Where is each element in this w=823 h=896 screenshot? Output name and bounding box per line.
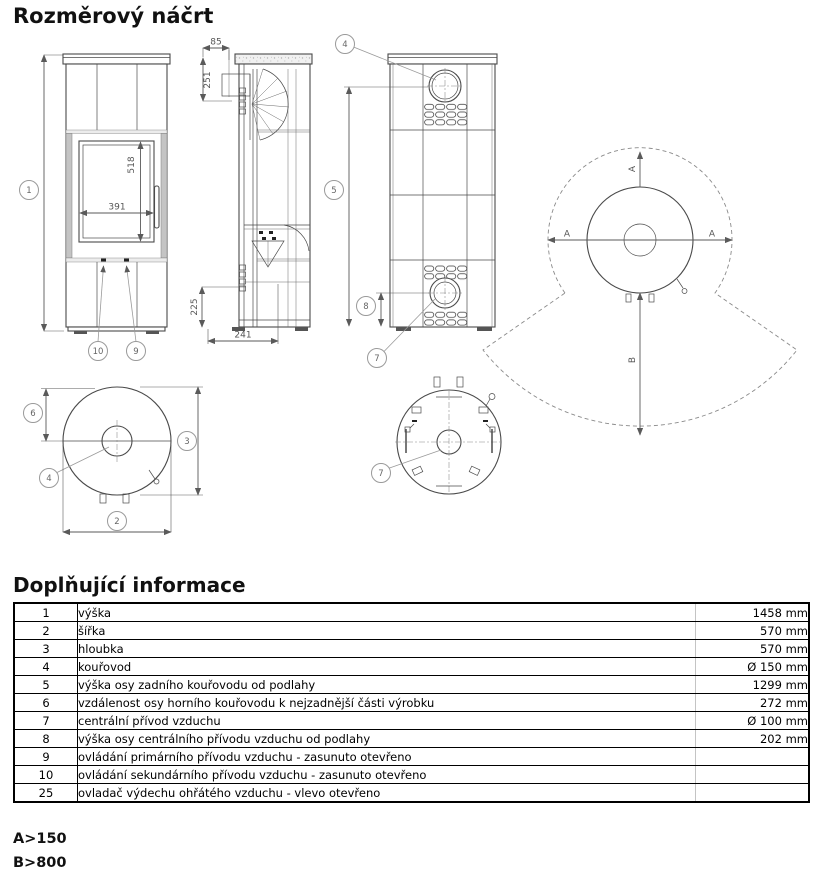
callout-2: [108, 512, 127, 531]
svg-text:4: 4: [342, 40, 348, 50]
row-number: 6: [14, 694, 78, 712]
callout-10: [89, 342, 108, 361]
info-title: Doplňující informace: [13, 573, 246, 597]
info-table: [13, 602, 810, 803]
row-number: 5: [14, 676, 78, 694]
side-section-view: [190, 38, 312, 345]
table-row: [14, 676, 809, 694]
svg-text:9: 9: [133, 347, 139, 357]
row-value: 1299 mm: [696, 676, 810, 694]
svg-text:4: 4: [46, 474, 52, 484]
callout-5: [325, 181, 344, 200]
clearance-a-right: A: [708, 229, 716, 240]
callout-4: [336, 35, 355, 54]
row-value: Ø 100 mm: [696, 712, 810, 730]
front-view: [20, 54, 171, 361]
callout-6: [24, 404, 43, 423]
dim-518: 518: [127, 156, 137, 174]
row-value: 570 mm: [696, 640, 810, 658]
row-number: 1: [14, 603, 78, 622]
callout-9: [127, 342, 146, 361]
row-number: 10: [14, 766, 78, 784]
svg-text:7: 7: [378, 469, 384, 479]
dim-251: 251: [203, 71, 213, 89]
clearance-a-left: A: [563, 229, 571, 240]
table-row: [14, 603, 809, 622]
row-description: ovladač výdechu ohřátého vzduchu - vlevo otevřeno: [78, 784, 696, 803]
row-value: [696, 784, 810, 803]
row-description: centrální přívod vzduchu: [78, 712, 696, 730]
svg-text:7: 7: [374, 354, 380, 364]
table-row: [14, 694, 809, 712]
row-description: výška osy zadního kouřovodu od podlahy: [78, 676, 696, 694]
clearance-a-top: A: [628, 165, 638, 173]
vent-grille-bottom: [424, 311, 468, 326]
row-value: 570 mm: [696, 622, 810, 640]
callout-7-bottom: [372, 464, 391, 483]
row-description: šířka: [78, 622, 696, 640]
table-row: [14, 730, 809, 748]
row-number: 9: [14, 748, 78, 766]
clearance-b: B: [628, 356, 638, 364]
back-view: [325, 35, 498, 368]
note-clearance-a: A>150: [13, 831, 67, 847]
row-description: výška: [78, 603, 696, 622]
top-view: [24, 387, 204, 532]
dim-391: 391: [108, 202, 126, 213]
note-clearance-b: B>800: [13, 855, 67, 871]
callout-4-top: [40, 469, 59, 488]
callout-7-back: [368, 349, 387, 368]
row-number: 7: [14, 712, 78, 730]
callout-1: [20, 181, 39, 200]
door-handle: [155, 186, 160, 228]
page-title: Rozměrový náčrt: [13, 4, 214, 28]
row-value: 202 mm: [696, 730, 810, 748]
row-value: 1458 mm: [696, 603, 810, 622]
row-number: 2: [14, 622, 78, 640]
table-row: [14, 748, 809, 766]
row-number: 3: [14, 640, 78, 658]
table-row: [14, 766, 809, 784]
row-value: [696, 748, 810, 766]
row-description: kouřovod: [78, 658, 696, 676]
row-description: hloubka: [78, 640, 696, 658]
row-description: ovládání primárního přívodu vzduchu - zasunuto otevřeno: [78, 748, 696, 766]
row-number: 8: [14, 730, 78, 748]
svg-text:1: 1: [26, 186, 32, 196]
row-description: výška osy centrálního přívodu vzduchu od podlahy: [78, 730, 696, 748]
row-number: 4: [14, 658, 78, 676]
svg-text:3: 3: [184, 437, 190, 447]
table-row: [14, 784, 809, 803]
dim-225: 225: [190, 298, 200, 316]
row-value: 272 mm: [696, 694, 810, 712]
svg-text:2: 2: [114, 517, 120, 527]
row-description: ovládání sekundárního přívodu vzduchu - zasunuto otevřeno: [78, 766, 696, 784]
svg-text:6: 6: [30, 409, 36, 419]
clearance-diagram: [483, 148, 797, 435]
svg-text:10: 10: [92, 347, 104, 357]
svg-text:8: 8: [363, 302, 369, 312]
callout-3: [178, 432, 197, 451]
vent-grille-top: [424, 104, 468, 127]
row-value: Ø 150 mm: [696, 658, 810, 676]
table-row: [14, 712, 809, 730]
table-row: [14, 622, 809, 640]
bottom-view: [372, 377, 504, 494]
table-row: [14, 658, 809, 676]
row-description: vzdálenost osy horního kouřovodu k nejzadnější části výrobku: [78, 694, 696, 712]
svg-text:5: 5: [331, 186, 337, 196]
callout-8: [357, 297, 376, 316]
table-row: [14, 640, 809, 658]
dim-85: 85: [210, 37, 222, 48]
dim-241: 241: [234, 330, 252, 341]
row-value: [696, 766, 810, 784]
row-number: 25: [14, 784, 78, 803]
